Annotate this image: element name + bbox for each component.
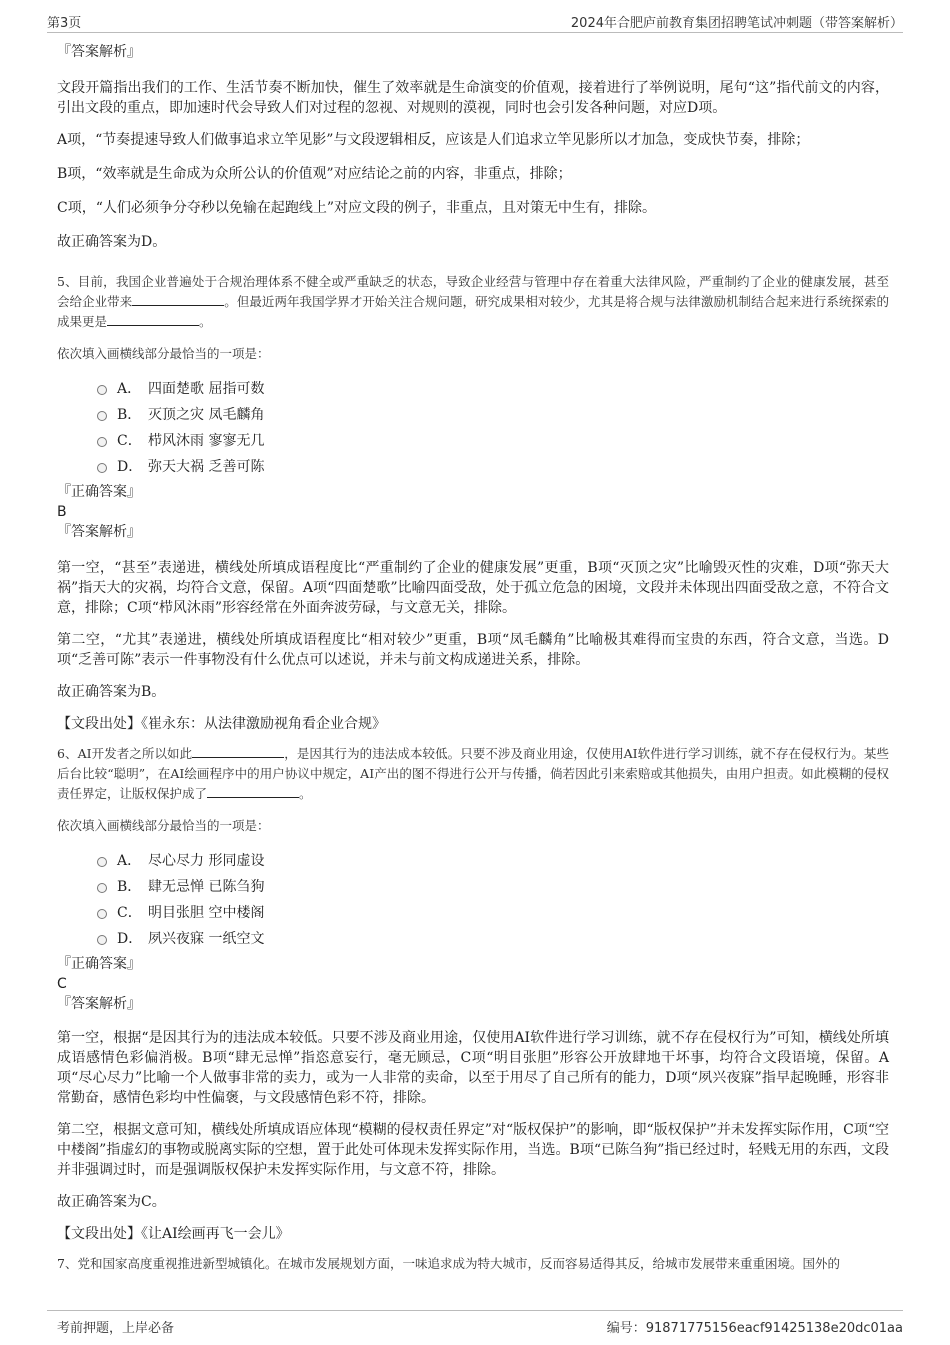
q6-stem <box>57 744 889 804</box>
option-letter: D． <box>117 459 143 475</box>
document-id: 编号：91871775156eacf91425138e20dc01aa <box>606 1321 903 1336</box>
q5-analysis-label: 『答案解析』 <box>57 524 141 540</box>
q6-prompt: 依次填入画横线部分最恰当的一项是： <box>57 818 270 833</box>
q6-options <box>97 848 889 952</box>
q5-options <box>97 376 889 480</box>
radio-icon[interactable] <box>97 883 107 893</box>
q6-stem-text: 。 <box>299 786 312 801</box>
option-text: 弥天大祸 乏善可陈 <box>148 459 265 475</box>
page-header <box>47 10 903 33</box>
q6-option-d[interactable] <box>97 926 889 952</box>
q6-answer: C <box>57 976 67 992</box>
option-letter: A． <box>117 381 142 397</box>
q6-analysis-paragraph: 第一空，根据“是因其行为的违法成本较低。只要不涉及商业用途，仅使用AI软件进行学习训练，就不存在侵权行为”可知，横线处所填成语感情色彩偏消极。B项“肆无忌惮”指恣意妄行，毫无顾忌，C项“明目张胆”形容公开放肆地干坏事，均符合文段语境，保留。A项“尽心尽力”比喻一个人做事非常的卖力，或为一人非常的卖命，以至于用尽了自己所有的能力，D项“夙兴夜寐”指早起晚睡，形容非常勤奋，感情色彩均中性偏褒，与文段感情色彩不符，排除。 <box>57 1030 889 1106</box>
q5-answer-label: 『正确答案』 <box>57 484 141 500</box>
q6-source: 【文段出处】《让AI绘画再飞一会儿》 <box>57 1226 290 1242</box>
q6-stem-text: 6、AI开发者之所以如此 <box>57 746 193 761</box>
q4-analysis-paragraph: B项，“效率就是生命成为众所公认的价值观”对应结论之前的内容，非重点，排除； <box>57 166 572 182</box>
q5-stem-text: 。但最近两年我国学界才开始关注合规问题，研究成果相对较少，尤其是将合规与法律激励机制结合起来进行系统探索的成果更是 <box>57 294 889 329</box>
option-text: 肆无忌惮 已陈刍狗 <box>148 879 265 895</box>
q6-answer-label: 『正确答案』 <box>57 956 141 972</box>
option-text: 尽心尽力 形同虚设 <box>148 853 265 869</box>
q4-analysis-paragraph: C项，“人们必须争分夺秒以免输在起跑线上”对应文段的例子，非重点，且对策无中生有，排除。 <box>57 200 657 216</box>
q5-stem <box>57 272 889 332</box>
q5-option-a[interactable] <box>97 376 889 402</box>
q5-conclusion: 故正确答案为B。 <box>57 684 166 700</box>
option-letter: A． <box>117 853 142 869</box>
option-letter: C． <box>117 433 142 449</box>
q6-blank-1 <box>192 745 284 758</box>
q5-answer: B <box>57 504 67 520</box>
q5-blank-1 <box>132 293 224 306</box>
option-text: 明目张胆 空中楼阁 <box>148 905 265 921</box>
q5-stem-text: 5、目前，我国企业普遍处于合规治理体系不健全或严重缺乏的状态，导致企业经营与管理中存在着重大法律风险，严重制约了企业的健康发展，甚至会给企业带来 <box>57 274 889 309</box>
q4-analysis-paragraph: A项，“节奏提速导致人们做事追求立竿见影”与文段逻辑相反，应该是人们追求立竿见影所以才加急，变成快节奏，排除； <box>57 132 810 148</box>
q6-option-a[interactable] <box>97 848 889 874</box>
q6-stem-text: ，是因其行为的违法成本较低。只要不涉及商业用途，仅使用AI软件进行学习训练，就不存在侵权行为。某些后台比较“聪明”，在AI绘画程序中的用户协议中规定，AI产出的图不得进行公开与传播，倘若因此引来索赔或其他损失，由用户担责。如此模糊的侵权责任界定，让版权保护成了 <box>57 746 889 801</box>
radio-icon[interactable] <box>97 909 107 919</box>
radio-icon[interactable] <box>97 935 107 945</box>
page-number: 第3页 <box>47 16 82 31</box>
q5-source: 【文段出处】《崔永东：从法律激励视角看企业合规》 <box>57 716 386 732</box>
option-letter: C． <box>117 905 142 921</box>
option-text: 四面楚歌 屈指可数 <box>148 381 265 397</box>
page-content <box>57 42 889 1274</box>
q5-blank-2 <box>107 313 199 326</box>
q5-option-d[interactable] <box>97 454 889 480</box>
option-letter: B． <box>117 407 142 423</box>
page-footer <box>47 1310 903 1339</box>
radio-icon[interactable] <box>97 857 107 867</box>
q5-option-c[interactable] <box>97 428 889 454</box>
q7-stem: 7、党和国家高度重视推进新型城镇化。在城市发展规划方面，一味追求成为特大城市，反而容易适得其反，给城市发展带来重重困境。国外的 <box>57 1256 840 1271</box>
radio-icon[interactable] <box>97 411 107 421</box>
q6-option-c[interactable] <box>97 900 889 926</box>
option-letter: D． <box>117 931 143 947</box>
q5-option-b[interactable] <box>97 402 889 428</box>
option-text: 栉风沐雨 寥寥无几 <box>148 433 265 449</box>
document-title: 2024年合肥庐前教育集团招聘笔试冲刺题（带答案解析） <box>570 16 903 31</box>
q5-stem-text: 。 <box>199 314 212 329</box>
q6-conclusion: 故正确答案为C。 <box>57 1194 166 1210</box>
radio-icon[interactable] <box>97 385 107 395</box>
q6-analysis-paragraph: 第二空，根据文意可知，横线处所填成语应体现“模糊的侵权责任界定”对“版权保护”的影响，即“版权保护”并未发挥实际作用，C项“空中楼阁”指虚幻的事物或脱离实际的空想，置于此处可体现未发挥实际作用，当选。B项“已陈刍狗”指已经过时，轻贱无用的东西，文段并非强调过时，而是强调版权保护未发挥实际作用，与文意不符，排除。 <box>57 1122 889 1178</box>
option-letter: B． <box>117 879 142 895</box>
q5-analysis-paragraph: 第二空，“尤其”表递进，横线处所填成语程度比“相对较少”更重，B项“凤毛麟角”比喻极其难得而宝贵的东西，符合文意，当选。D项“乏善可陈”表示一件事物没有什么优点可以述说，并未与前文构成递进关系，排除。 <box>57 632 889 668</box>
q6-blank-2 <box>207 785 299 798</box>
radio-icon[interactable] <box>97 463 107 473</box>
footer-slogan: 考前押题，上岸必备 <box>57 1321 175 1336</box>
radio-icon[interactable] <box>97 437 107 447</box>
q5-prompt: 依次填入画横线部分最恰当的一项是： <box>57 346 270 361</box>
option-text: 灭顶之灾 凤毛麟角 <box>148 407 265 423</box>
q6-analysis-label: 『答案解析』 <box>57 996 141 1012</box>
q6-option-b[interactable] <box>97 874 889 900</box>
q4-analysis-label: 『答案解析』 <box>57 44 141 60</box>
q4-conclusion: 故正确答案为D。 <box>57 234 167 250</box>
q5-analysis-paragraph: 第一空，“甚至”表递进，横线处所填成语程度比“严重制约了企业的健康发展”更重，B项“灭顶之灾”比喻毁灭性的灾难，D项“弥天大祸”指天大的灾祸，均符合文意，保留。A项“四面楚歌”比喻四面受敌，处于孤立危急的困境，文段并未体现出四面受敌之意，不符合文意，排除；C项“栉风沐雨”形容经常在外面奔波劳碌，与文意无关，排除。 <box>57 560 889 616</box>
option-text: 夙兴夜寐 一纸空文 <box>148 931 265 947</box>
q4-analysis-paragraph: 文段开篇指出我们的工作、生活节奏不断加快，催生了效率就是生命演变的价值观，接着进行了举例说明，尾句“这”指代前文的内容，引出文段的重点，即加速时代会导致人们对过程的忽视、对规则的漠视，同时也会引发各种问题，对应D项。 <box>57 80 889 116</box>
